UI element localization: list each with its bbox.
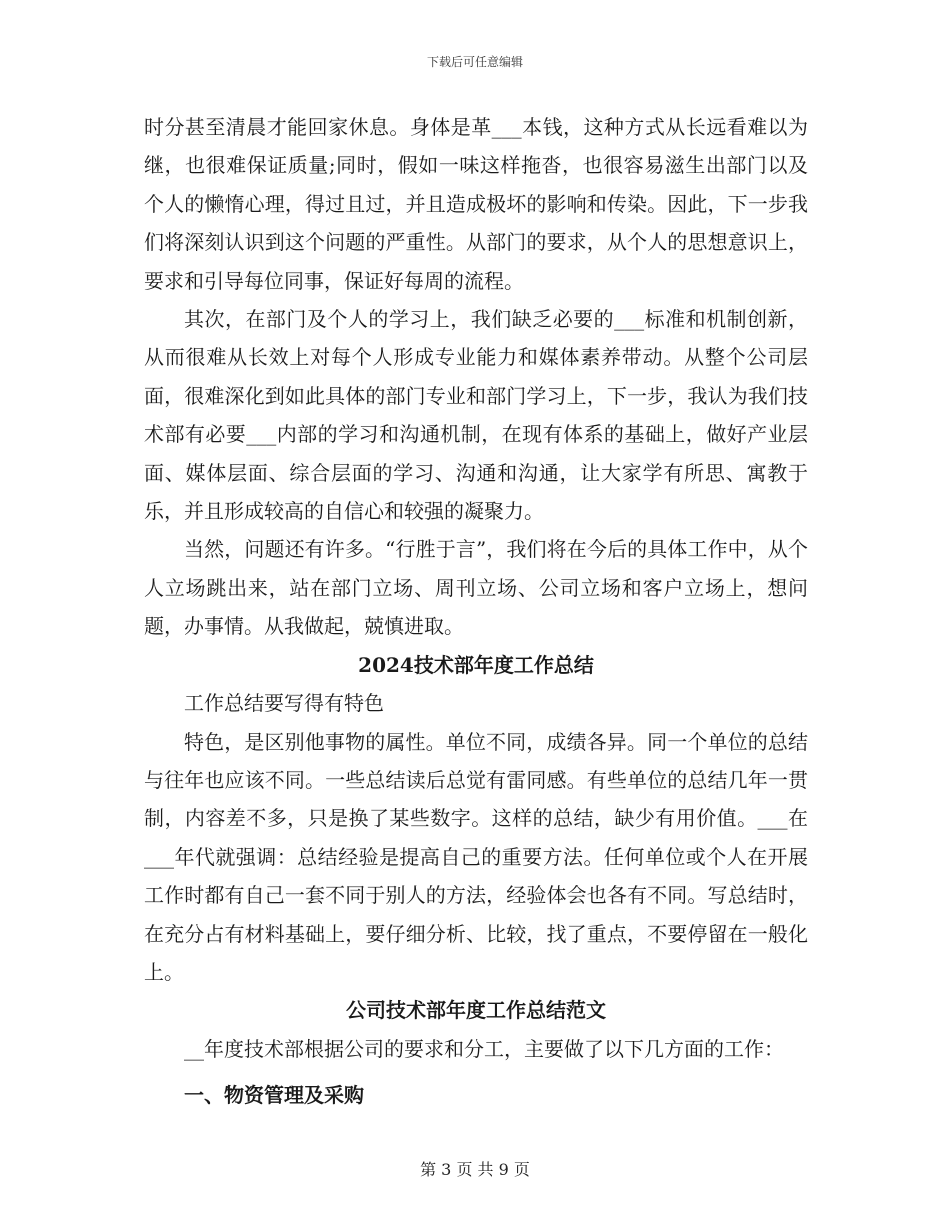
page-number-footer: 第 3 页 共 9 页 <box>420 1160 530 1179</box>
document-body <box>144 108 808 1118</box>
running-header: 下载后可任意编辑 <box>426 55 523 69</box>
section-heading-1: 2024技术部年度工作总结 <box>358 652 594 677</box>
subsection-heading-1: 一、物资管理及采购 <box>184 1083 364 1108</box>
paragraph-3: 当然，问题还有许多。“行胜于言”，我们将在今后的具体工作中，从个人立场跳出来，站在部门立场、周刊立场、公司立场和客户立场上，想问题，办事情。从我做起，兢慎进取。 <box>144 537 808 639</box>
paragraph-5: 特色，是区别他事物的属性。单位不同，成绩各异。同一个单位的总结与往年也应该不同。一些总结读后总觉有雷同感。有些单位的总结几年一贯制，内容差不多，只是换了某些数字。这样的总结，缺少有用价值。___在___年代就强调：总结经验是提高自己的重要方法。任何单位或个人在开展工作时都有自己一套不同于别人的方法，经验体会也各有不同。写总结时，在充分占有材料基础上，要仔细分析、比较，找了重点，不要停留在一般化上。 <box>144 729 808 984</box>
section-heading-2: 公司技术部年度工作总结范文 <box>346 998 606 1023</box>
paragraph-1: 时分甚至清晨才能回家休息。身体是革___本钱，这种方式从长远看难以为继，也很难保证质量;同时，假如一味这样拖沓，也很容易滋生出部门以及个人的懒惰心理，得过且过，并且造成极坏的影响和传染。因此，下一步我们将深刻认识到这个问题的严重性。从部门的要求，从个人的思想意识上，要求和引导每位同事，保证好每周的流程。 <box>144 115 808 293</box>
paragraph-4: 工作总结要写得有特色 <box>184 691 384 716</box>
paragraph-2: 其次，在部门及个人的学习上，我们缺乏必要的___标准和机制创新，从而很难从长效上对每个人形成专业能力和媒体素养带动。从整个公司层面，很难深化到如此具体的部门专业和部门学习上，下一步，我认为我们技术部有必要___内部的学习和沟通机制，在现有体系的基础上，做好产业层面、媒体层面、综合层面的学习、沟通和沟通，让大家学有所思、寓教于乐，并且形成较高的自信心和较强的凝聚力。 <box>144 307 808 524</box>
paragraph-6: __年度技术部根据公司的要求和分工，主要做了以下几方面的工作： <box>184 1036 784 1061</box>
